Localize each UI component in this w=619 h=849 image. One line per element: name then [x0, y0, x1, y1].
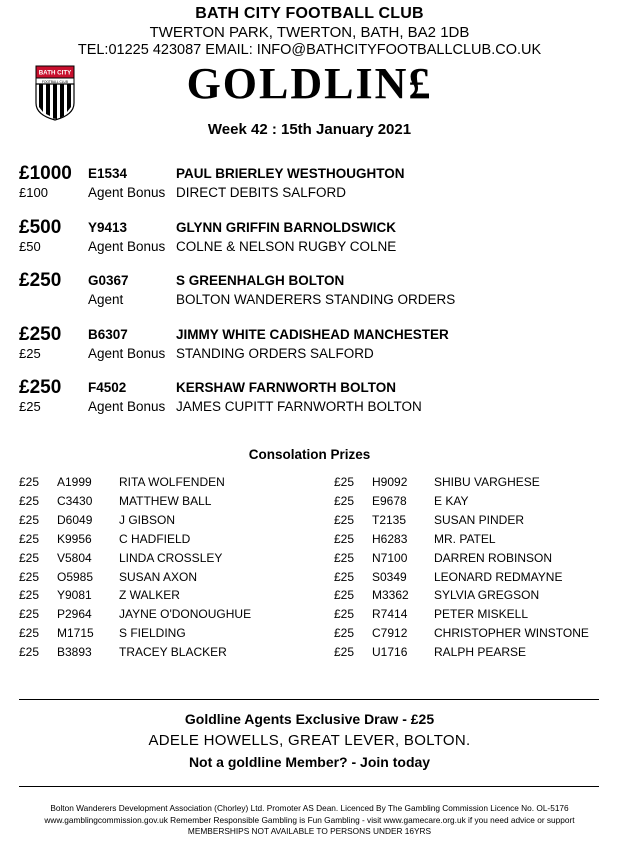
- winner-name: C HADFIELD: [119, 531, 191, 546]
- goldline-title: GOLDLIN£: [186, 59, 433, 108]
- winner-name: RITA WOLFENDEN: [119, 475, 225, 489]
- winner-row: [19, 270, 599, 314]
- agent-role: Agent Bonus: [88, 239, 166, 254]
- agents-exclusive-draw-heading: Goldline Agents Exclusive Draw - £25: [184, 711, 435, 727]
- winner-name: Z WALKER: [119, 588, 180, 603]
- winner-name: SUSAN AXON: [119, 569, 198, 584]
- ticket-code: C3430: [57, 493, 93, 508]
- winner-row: [19, 163, 599, 207]
- ticket-code: Y9413: [88, 220, 128, 235]
- agents-exclusive-draw-winner: ADELE HOWELLS, GREAT LEVER, BOLTON.: [148, 732, 471, 749]
- ticket-code: G0367: [88, 273, 129, 288]
- ticket-code: M3362: [372, 588, 409, 603]
- bonus-amount: £100: [19, 185, 48, 200]
- prize-amount: £250: [19, 324, 62, 345]
- prize-amount: £25: [19, 626, 40, 641]
- winner-name: MR. PATEL: [434, 531, 496, 546]
- prize-amount: £500: [19, 217, 62, 238]
- ticket-code: H9092: [372, 475, 408, 489]
- join-today-text: Not a goldline Member? - Join today: [188, 754, 431, 770]
- ticket-code: O5985: [57, 569, 94, 584]
- footer-licence-text: Bolton Wanderers Development Association (Chorley) Ltd. Promoter AS Dean. Licenced By The Gambling Commission Licence No. OL-5176: [50, 803, 569, 813]
- bonus-amount: £25: [19, 346, 41, 361]
- ticket-code: S0349: [372, 569, 407, 584]
- ticket-code: Y9081: [57, 588, 92, 603]
- footer-age-restriction-text: MEMBERSHIPS NOT AVAILABLE TO PERSONS UNDER 16YRS: [187, 826, 432, 836]
- prize-amount: £250: [19, 270, 62, 291]
- club-address: TWERTON PARK, TWERTON, BATH, BA2 1DB: [149, 24, 470, 41]
- agent-role: Agent Bonus: [88, 346, 166, 361]
- ticket-code: A1999: [57, 475, 92, 489]
- agent-role: Agent: [88, 292, 124, 307]
- ticket-code: V5804: [57, 550, 92, 565]
- prize-amount: £25: [334, 550, 355, 565]
- ticket-code: R7414: [372, 607, 408, 622]
- crest-text: BATH CITY: [38, 69, 72, 77]
- prize-amount: £25: [334, 607, 355, 622]
- ticket-code: K9956: [57, 531, 92, 546]
- prize-amount: £25: [334, 531, 355, 546]
- ticket-code: B6307: [88, 327, 128, 342]
- prize-amount: £25: [334, 475, 355, 489]
- prize-amount: £25: [19, 512, 40, 527]
- winner-name: KERSHAW FARNWORTH BOLTON: [176, 380, 396, 395]
- ticket-code: B3893: [57, 645, 92, 660]
- ticket-code: D6049: [57, 512, 93, 527]
- prize-amount: £25: [19, 493, 40, 508]
- agent-name: DIRECT DEBITS SALFORD: [176, 185, 347, 200]
- ticket-code: N7100: [372, 550, 408, 565]
- prize-amount: £25: [19, 645, 40, 660]
- consolation-prizes-heading: Consolation Prizes: [248, 447, 371, 462]
- winner-name: J GIBSON: [119, 512, 176, 527]
- prize-amount: £25: [19, 569, 40, 584]
- winner-name: PAUL BRIERLEY WESTHOUGHTON: [176, 166, 405, 181]
- crest-subtext: FOOTBALL CLUB: [42, 79, 68, 84]
- prize-amount: £25: [334, 626, 355, 641]
- agent-name: COLNE & NELSON RUGBY COLNE: [176, 239, 397, 254]
- winner-name: MATTHEW BALL: [119, 493, 212, 508]
- winner-name: JIMMY WHITE CADISHEAD MANCHESTER: [176, 327, 449, 342]
- winner-name: TRACEY BLACKER: [119, 645, 227, 660]
- ticket-code: U1716: [372, 645, 408, 660]
- ticket-code: E9678: [372, 493, 407, 508]
- draw-week-date: Week 42 : 15th January 2021: [207, 121, 412, 138]
- prize-amount: £25: [334, 512, 355, 527]
- ticket-code: C7912: [372, 626, 408, 641]
- winner-name: LINDA CROSSLEY: [119, 550, 223, 565]
- agent-name: STANDING ORDERS SALFORD: [176, 346, 374, 361]
- prize-amount: £250: [19, 377, 62, 398]
- prize-amount: £25: [19, 550, 40, 565]
- bonus-amount: £50: [19, 239, 41, 254]
- prize-amount: £25: [19, 475, 40, 489]
- divider-top: [19, 699, 599, 700]
- winner-name: S GREENHALGH BOLTON: [176, 273, 345, 288]
- prize-amount: £25: [334, 493, 355, 508]
- ticket-code: E1534: [88, 166, 128, 181]
- club-name: BATH CITY FOOTBALL CLUB: [195, 5, 424, 22]
- ticket-code: M1715: [57, 626, 94, 641]
- winner-name: PETER MISKELL: [434, 607, 529, 622]
- agent-name: JAMES CUPITT FARNWORTH BOLTON: [176, 399, 422, 414]
- prize-amount: £25: [334, 588, 355, 603]
- winner-row: [19, 377, 599, 421]
- winner-name: GLYNN GRIFFIN BARNOLDSWICK: [176, 220, 396, 235]
- agent-name: BOLTON WANDERERS STANDING ORDERS: [176, 292, 456, 307]
- footer-responsible-gambling-text: www.gamblingcommission.gov.uk Remember Responsible Gambling is Fun Gambling - visit www.gamecare.org.uk if you need advice or support: [44, 815, 575, 825]
- agent-role: Agent Bonus: [88, 399, 166, 414]
- winner-name: CHRISTOPHER WINSTONE: [434, 626, 589, 641]
- prize-amount: £25: [19, 531, 40, 546]
- bonus-amount: £25: [19, 399, 41, 414]
- winner-name: SHIBU VARGHESE: [434, 475, 540, 489]
- prize-amount: £25: [19, 607, 40, 622]
- ticket-code: H6283: [372, 531, 408, 546]
- winner-name: SYLVIA GREGSON: [434, 588, 540, 603]
- ticket-code: T2135: [372, 512, 407, 527]
- winner-name: LEONARD REDMAYNE: [434, 569, 563, 584]
- prize-amount: £25: [334, 645, 355, 660]
- winner-name: DARREN ROBINSON: [434, 550, 553, 565]
- winner-name: JAYNE O'DONOUGHUE: [119, 607, 252, 622]
- divider-bottom: [19, 786, 599, 787]
- ticket-code: P2964: [57, 607, 92, 622]
- ticket-code: F4502: [88, 380, 127, 395]
- winner-name: SUSAN PINDER: [434, 512, 525, 527]
- agent-role: Agent Bonus: [88, 185, 166, 200]
- club-contact: TEL:01225 423087 EMAIL: INFO@BATHCITYFOOTBALLCLUB.CO.UK: [77, 42, 542, 58]
- prize-amount: £25: [334, 569, 355, 584]
- winner-name: RALPH PEARSE: [434, 645, 527, 660]
- prize-amount: £1000: [19, 163, 72, 184]
- winner-name: E KAY: [434, 493, 469, 508]
- winner-row: [19, 217, 599, 261]
- prize-amount: £25: [19, 588, 40, 603]
- winner-name: S FIELDING: [119, 626, 186, 641]
- winner-row: [19, 324, 599, 368]
